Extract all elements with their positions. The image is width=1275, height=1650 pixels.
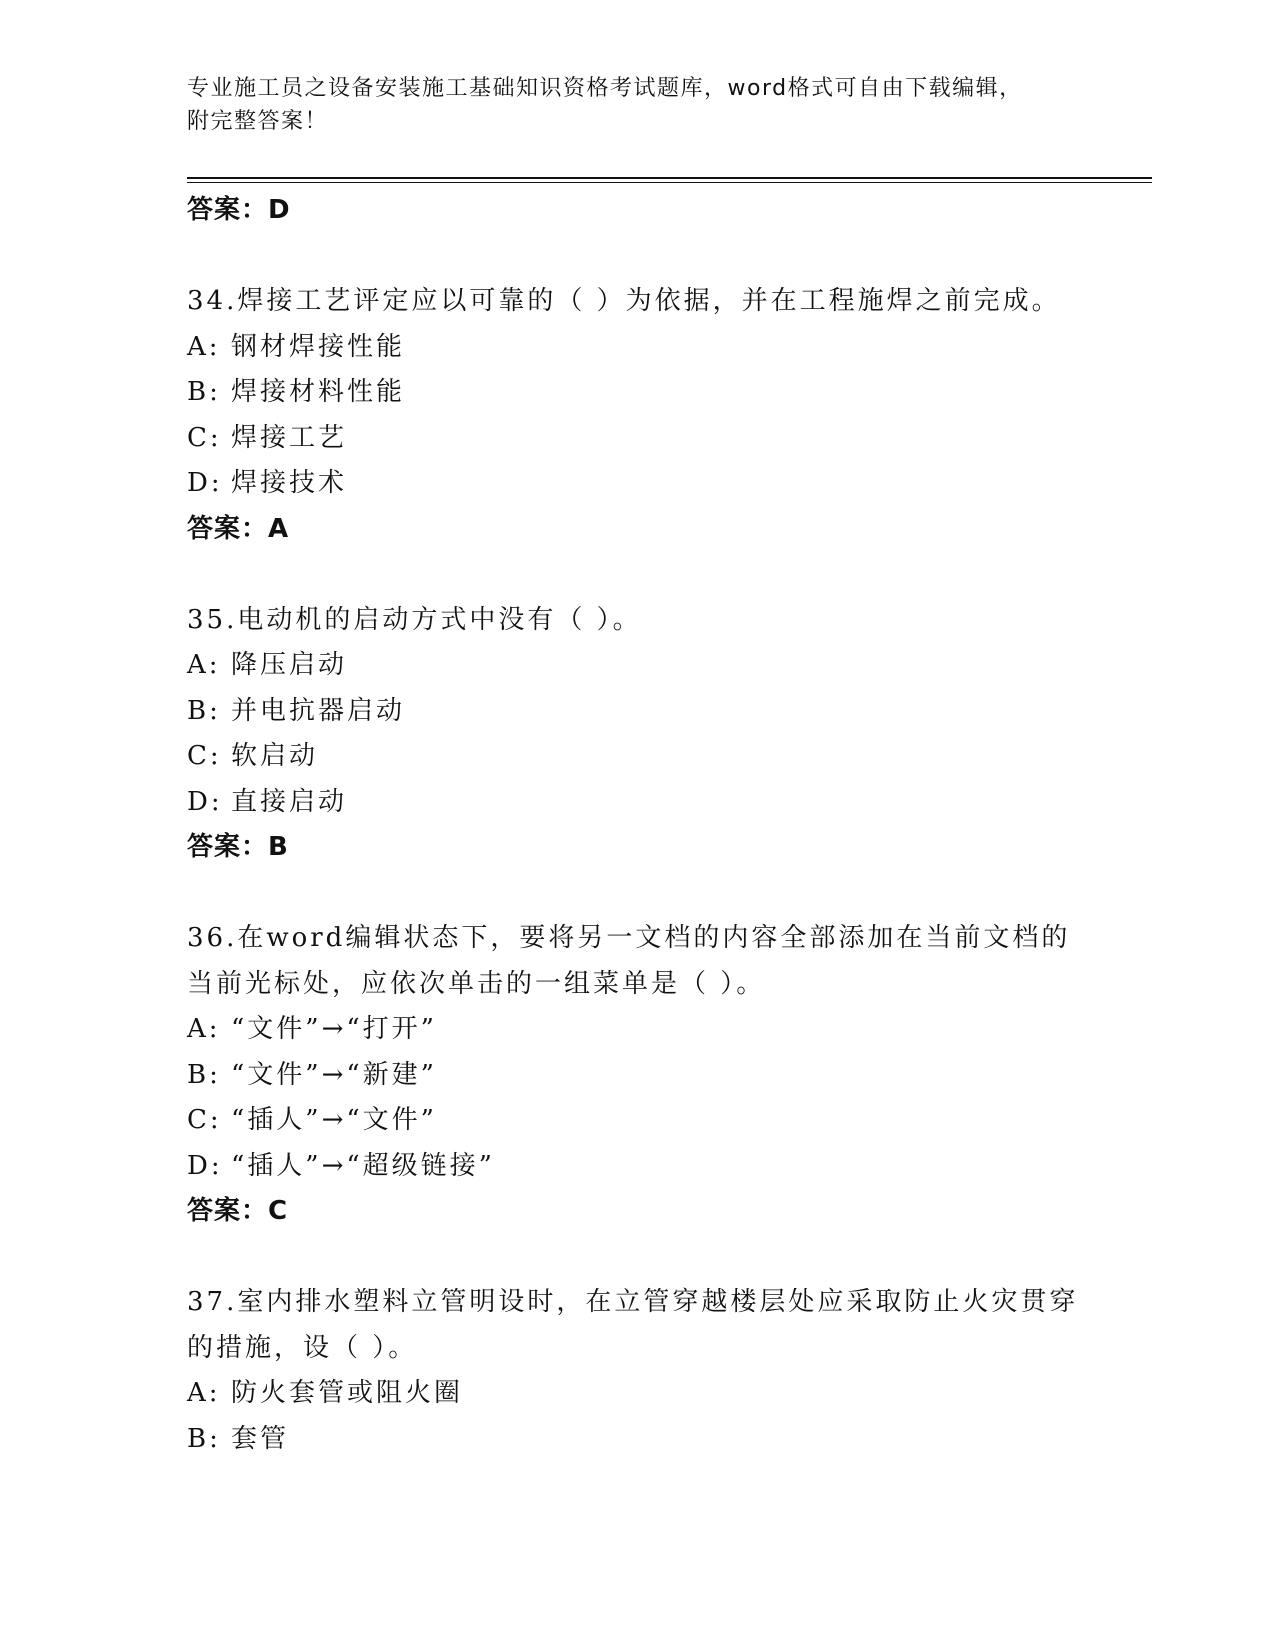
option-row (187, 689, 1107, 735)
option-text: 降压启动 (231, 650, 348, 680)
option-row (187, 1098, 1107, 1144)
option-text: 防火套管或阻火圈 (231, 1378, 464, 1408)
option-row (187, 1007, 1107, 1053)
question-text: 的措施，设（ ）。 (187, 1332, 418, 1363)
option-letter: D: (187, 1150, 223, 1181)
option-row (187, 325, 1107, 371)
answer-line: 答案：D (187, 195, 291, 225)
option-text: 焊接技术 (231, 468, 348, 498)
answer-line: 答案：B (187, 832, 289, 862)
option-letter: D: (187, 786, 223, 817)
question-list (187, 188, 1107, 1462)
question-block (187, 279, 1107, 598)
option-letter: A: (187, 331, 221, 362)
option-row (187, 370, 1107, 416)
option-row (187, 1053, 1107, 1099)
page-header (187, 72, 1067, 138)
header-divider-thick (187, 177, 1152, 179)
header-line-2: 附完整答案！ (187, 109, 329, 134)
option-letter: A: (187, 1378, 221, 1408)
question-block (187, 1280, 1107, 1462)
option-text: “插人”→“超级链接” (231, 1150, 495, 1181)
option-text: 套管 (231, 1423, 290, 1454)
option-letter: A: (187, 1014, 221, 1044)
option-row (187, 643, 1107, 689)
questions-container (187, 279, 1107, 1462)
option-row (187, 416, 1107, 462)
question-text: 36.在word编辑状态下，要将另一文档的内容全部添加在当前文档的 (187, 923, 1071, 953)
option-letter: B: (187, 695, 221, 726)
option-letter: A: (187, 650, 221, 680)
option-text: 钢材焊接性能 (231, 331, 406, 362)
option-row (187, 1144, 1107, 1190)
option-text: 直接启动 (231, 786, 348, 817)
option-letter: B: (187, 377, 221, 407)
option-text: 焊接材料性能 (231, 377, 406, 407)
option-letter: B: (187, 1059, 221, 1090)
option-letter: D: (187, 468, 223, 498)
header-divider-thin (187, 182, 1152, 183)
spacer (187, 552, 1107, 598)
option-text: 软启动 (231, 741, 319, 771)
answer-line: 答案：C (187, 1196, 289, 1226)
answer-line: 答案：A (187, 513, 290, 544)
question-text: 37.室内排水塑料立管明设时，在立管穿越楼层处应采取防止火灾贯穿 (187, 1287, 1079, 1317)
option-row (187, 734, 1107, 780)
option-letter: B: (187, 1423, 221, 1454)
option-text: 并电抗器启动 (231, 695, 406, 726)
option-text: “文件”→“打开” (231, 1014, 437, 1044)
question-text: 当前光标处，应依次单击的一组菜单是（ ）。 (187, 968, 766, 999)
question-text: 34.焊接工艺评定应以可靠的（ ）为依据，并在工程施焊之前完成。 (187, 286, 1061, 316)
option-letter: C: (187, 741, 222, 771)
option-text: 焊接工艺 (231, 422, 348, 453)
option-row (187, 1371, 1107, 1417)
spacer (187, 1234, 1107, 1280)
option-row (187, 461, 1107, 507)
spacer (187, 870, 1107, 916)
option-letter: C: (187, 1105, 222, 1135)
option-row (187, 780, 1107, 826)
question-block (187, 598, 1107, 917)
spacer (187, 233, 1107, 279)
option-letter: C: (187, 422, 222, 453)
option-text: “文件”→“新建” (231, 1059, 437, 1090)
option-row (187, 1417, 1107, 1463)
option-text: “插人”→“文件” (231, 1105, 437, 1135)
header-line-1: 专业施工员之设备安装施工基础知识资格考试题库，word格式可自由下载编辑， (187, 76, 1023, 101)
question-text: 35.电动机的启动方式中没有（ ）。 (187, 604, 642, 635)
question-block (187, 916, 1107, 1280)
